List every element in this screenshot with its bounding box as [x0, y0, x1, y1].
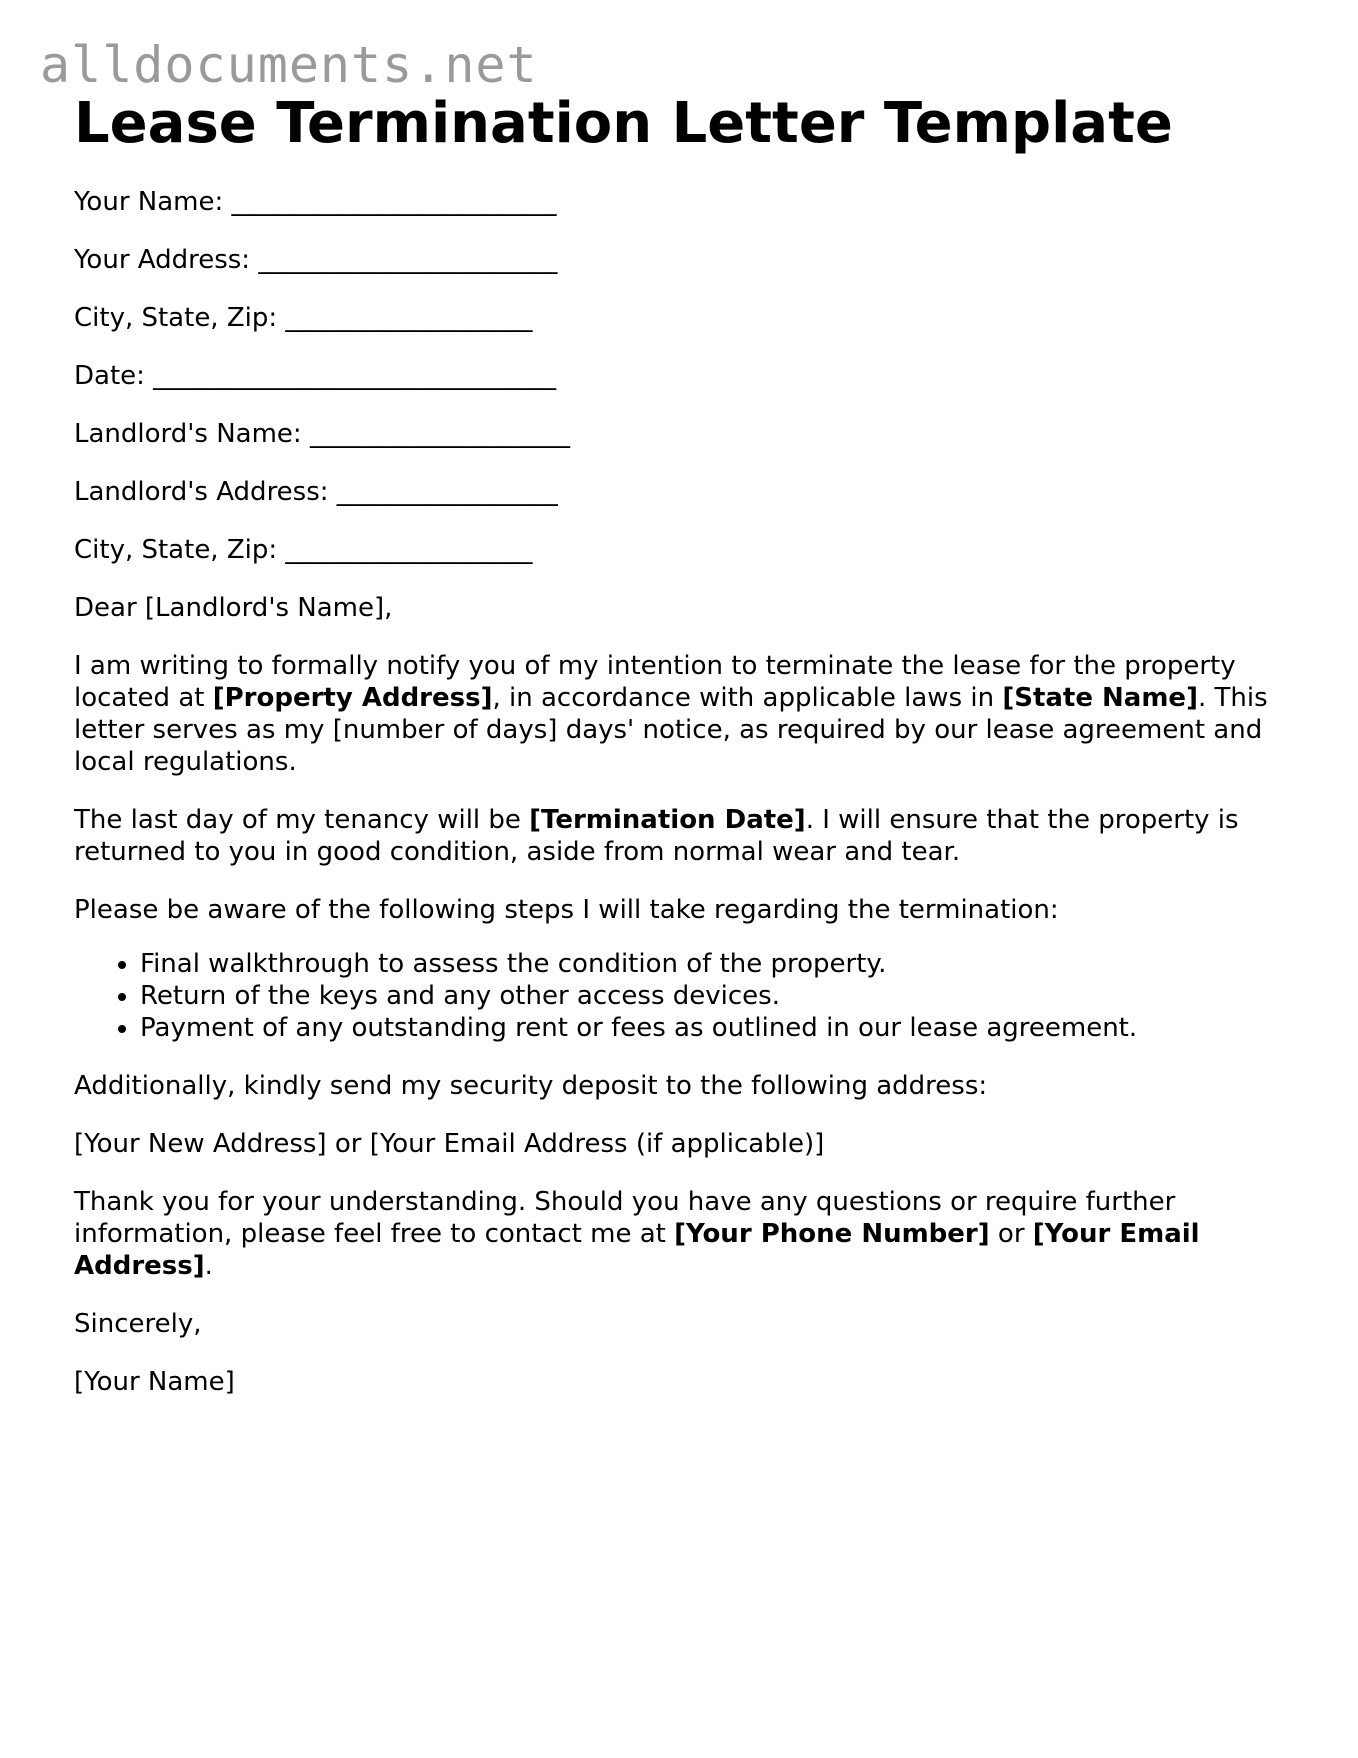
tenancy-paragraph: [74, 804, 1274, 868]
list-item: • Payment of any outstanding rent or fees as outlined in our lease agreement.: [140, 1012, 1274, 1044]
field-label: City, State, Zip:: [74, 535, 278, 566]
deposit-intro: Additionally, kindly send my security deposit to the following address:: [74, 1071, 988, 1102]
steps-list: [74, 948, 1274, 1044]
list-item: • Final walkthrough to assess the condition of the property.: [140, 948, 1274, 980]
letter-page: [74, 92, 1274, 1398]
phone-placeholder: [Your Phone Number]: [674, 1219, 990, 1250]
date-field: [74, 360, 1274, 392]
landlord-address-field: [74, 476, 1274, 508]
field-label: Landlord's Name:: [74, 419, 302, 450]
field-label: Landlord's Address:: [74, 477, 329, 508]
termination-date-placeholder: [Termination Date]: [529, 805, 806, 836]
field-blank: _______________________________: [153, 361, 557, 392]
your-address-field: [74, 244, 1274, 276]
closing-text-1: Thank you for your understanding. Should you have any questions or require further information, please feel free to contact me at: [74, 1187, 1176, 1250]
field-blank: _________________________: [231, 187, 557, 218]
closing-text-3: .: [204, 1251, 213, 1282]
field-label: Date:: [74, 361, 145, 392]
field-blank: _______________________: [258, 245, 558, 276]
your-name-field: [74, 186, 1274, 218]
notice-paragraph: [74, 650, 1274, 778]
watermark: alldocuments.net: [40, 36, 538, 94]
landlord-city-state-zip-field: [74, 534, 1274, 566]
sign-off: Sincerely,: [74, 1309, 202, 1340]
deposit-address: [Your New Address] or [Your Email Address (if applicable)]: [74, 1129, 825, 1160]
tenancy-text-2: . I will ensure that the property is returned to you in good condition, aside from normal wear and tear.: [74, 805, 1239, 868]
field-label: City, State, Zip:: [74, 303, 278, 334]
notice-text-2: , in accordance with applicable laws in: [492, 683, 1003, 714]
closing-paragraph: [74, 1186, 1274, 1282]
tenancy-text-1: The last day of my tenancy will be: [74, 805, 530, 836]
field-blank: ____________________: [309, 419, 570, 450]
your-city-state-zip-field: [74, 302, 1274, 334]
landlord-name-field: [74, 418, 1274, 450]
greeting: Dear [Landlord's Name],: [74, 593, 393, 624]
signature-name: [Your Name]: [74, 1367, 235, 1398]
email-placeholder: [Your Email Address]: [74, 1219, 1200, 1282]
state-name-placeholder: [State Name]: [1002, 683, 1198, 714]
field-blank: ___________________: [285, 303, 533, 334]
notice-text-3: . This letter serves as my [number of days] days' notice, as required by our lease agreement and local regulations.: [74, 683, 1268, 778]
property-address-placeholder: [Property Address]: [212, 683, 493, 714]
steps-intro: Please be aware of the following steps I will take regarding the termination:: [74, 895, 1059, 926]
notice-text-1: I am writing to formally notify you of my intention to terminate the lease for the property located at: [74, 651, 1236, 714]
closing-text-2: or: [989, 1219, 1033, 1250]
field-label: Your Address:: [74, 245, 251, 276]
field-blank: ___________________: [285, 535, 533, 566]
document-title: Lease Termination Letter Template: [74, 91, 1173, 156]
list-item: • Return of the keys and any other access devices.: [140, 980, 1274, 1012]
field-blank: _________________: [336, 477, 558, 508]
field-label: Your Name:: [74, 187, 224, 218]
